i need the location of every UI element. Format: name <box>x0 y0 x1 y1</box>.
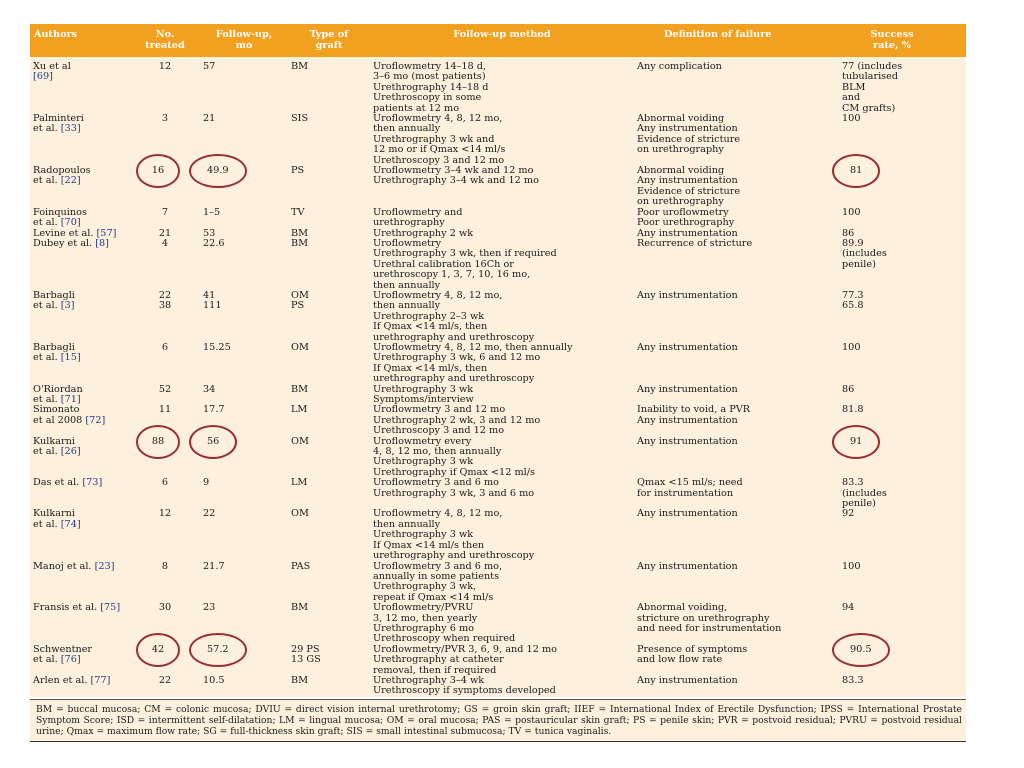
success-cell <box>818 343 966 385</box>
author-cell <box>30 645 130 676</box>
table-row <box>30 509 966 561</box>
follow-up-value: 57 <box>203 61 216 72</box>
success-value: 77.3 65.8 <box>842 289 864 312</box>
failure-cell <box>634 166 818 208</box>
graft-value: BM <box>291 61 309 72</box>
failure-text: Any instrumentation <box>637 560 738 572</box>
treated-value: 3 <box>161 113 169 125</box>
citation-link[interactable]: [33] <box>60 123 81 135</box>
graft-value: OM PS <box>291 289 309 312</box>
author-name: Schwentner et al. <box>33 643 93 666</box>
failure-cell <box>634 291 818 343</box>
author-cell <box>30 208 130 229</box>
results-table <box>30 24 966 697</box>
graft-cell <box>288 166 370 208</box>
success-cell <box>818 166 966 208</box>
author-name: Foinquinos et al. <box>33 206 87 229</box>
author-cell <box>30 676 130 697</box>
graft-value: OM <box>291 341 309 353</box>
treated-value: 21 <box>158 227 172 239</box>
citation-link[interactable]: [26] <box>60 446 81 458</box>
follow-up-cell <box>200 343 288 385</box>
graft-value: BM <box>291 237 309 249</box>
table-row <box>30 291 966 343</box>
method-text: Urethrography 3–4 wk Urethroscopy if symptoms developed <box>373 674 556 697</box>
author-cell <box>30 166 130 208</box>
success-value: 81 <box>832 154 880 188</box>
failure-text: Any instrumentation <box>637 383 738 395</box>
method-cell <box>370 385 634 406</box>
author-name: Barbagli et al. <box>33 341 75 364</box>
follow-up-value: 10.5 <box>203 674 225 686</box>
method-text: Uroflowmetry 3 and 12 mo Urethrography 2 wk, 3 and 12 mo Urethroscopy 3 and 12 mo <box>373 404 541 437</box>
graft-cell <box>288 437 370 479</box>
graft-value: BM <box>291 227 309 239</box>
header-method: Follow-up method <box>370 24 634 57</box>
treated-value: 88 <box>136 425 180 459</box>
method-cell <box>370 478 634 509</box>
success-cell <box>818 229 966 239</box>
graft-cell <box>288 114 370 166</box>
author-name: Simonato et al 2008 <box>33 404 83 426</box>
author-name: Levine et al. <box>33 227 97 239</box>
failure-text: Any complication <box>637 61 722 72</box>
follow-up-value: 22 <box>203 508 216 520</box>
header-authors: Authors <box>30 24 130 57</box>
graft-value: OM <box>291 435 309 447</box>
citation-link[interactable]: [22] <box>60 175 81 187</box>
treated-value: 22 <box>158 674 172 686</box>
method-text: Uroflowmetry 3 and 6 mo Urethrography 3 wk, 3 and 6 mo <box>373 477 535 499</box>
success-value: 90.5 <box>832 633 890 667</box>
follow-up-value: 1–5 <box>203 206 221 218</box>
success-cell <box>818 562 966 604</box>
graft-value: PS <box>291 165 305 177</box>
treated-cell <box>130 343 200 385</box>
method-cell <box>370 166 634 208</box>
follow-up-cell <box>200 562 288 604</box>
header-no-treated: No. treated <box>130 24 200 57</box>
follow-up-cell <box>200 385 288 406</box>
success-value: 86 <box>842 227 855 239</box>
failure-cell <box>634 208 818 229</box>
failure-cell <box>634 676 818 697</box>
treated-value: 30 <box>158 602 172 614</box>
success-value: 100 <box>842 113 861 125</box>
failure-cell <box>634 343 818 385</box>
treated-cell <box>130 509 200 561</box>
follow-up-cell <box>200 239 288 291</box>
treated-cell <box>130 291 200 343</box>
author-cell <box>30 405 130 436</box>
follow-up-cell <box>200 166 288 208</box>
method-cell <box>370 509 634 561</box>
author-name: Palminteri et al. <box>33 113 84 135</box>
graft-cell <box>288 239 370 291</box>
treated-cell <box>130 57 200 114</box>
failure-cell <box>634 562 818 604</box>
method-cell <box>370 208 634 229</box>
author-name: Manoj et al. <box>33 560 95 572</box>
citation-link[interactable]: [69] <box>33 71 53 83</box>
graft-cell <box>288 343 370 385</box>
treated-value: 7 <box>161 206 169 218</box>
table-row <box>30 478 966 509</box>
method-cell <box>370 603 634 645</box>
results-table-figure <box>30 24 966 764</box>
treated-value: 6 <box>161 341 169 353</box>
author-cell <box>30 385 130 406</box>
success-value: 92 <box>842 508 855 520</box>
failure-cell <box>634 57 818 114</box>
treated-cell <box>130 385 200 406</box>
graft-value: LM <box>291 477 308 489</box>
method-text: Uroflowmetry every 4, 8, 12 mo, then annually Urethrography 3 wk Urethrography if Qmax <12 ml/s <box>373 435 535 478</box>
treated-cell <box>130 562 200 604</box>
follow-up-value: 21.7 <box>203 560 225 572</box>
author-cell <box>30 562 130 604</box>
method-text: Uroflowmetry/PVRU 3, 12 mo, then yearly Urethrography 6 mo Urethroscopy when required <box>373 602 516 645</box>
method-cell <box>370 676 634 697</box>
author-cell <box>30 57 130 114</box>
method-text: Uroflowmetry 4, 8, 12 mo, then annually Urethrography 3 wk and 12 mo or if Qmax <14 ml/s Urethroscopy 3 and 12 mo <box>373 113 506 166</box>
treated-cell <box>130 208 200 229</box>
follow-up-cell <box>200 645 288 676</box>
header-follow-up: Follow-up, mo <box>200 24 288 57</box>
follow-up-cell <box>200 437 288 479</box>
method-cell <box>370 405 634 436</box>
author-cell <box>30 509 130 561</box>
treated-value: 8 <box>161 560 169 572</box>
failure-cell <box>634 478 818 509</box>
follow-up-value: 49.9 <box>189 154 247 188</box>
graft-cell <box>288 645 370 676</box>
follow-up-cell <box>200 509 288 561</box>
citation-link[interactable]: [71] <box>60 394 81 405</box>
follow-up-value: 9 <box>203 477 210 489</box>
method-text: Uroflowmetry/PVR 3, 6, 9, and 12 mo Urethrography at catheter removal, then if required <box>373 643 557 676</box>
graft-value: BM <box>291 383 309 395</box>
failure-text: Poor uroflowmetry Poor urethrography <box>637 206 735 229</box>
follow-up-value: 23 <box>203 602 216 614</box>
method-text: Urethrography 3 wk Symptoms/interview <box>373 383 474 405</box>
treated-cell <box>130 676 200 697</box>
success-cell <box>818 239 966 291</box>
method-text: Uroflowmetry 3–4 wk and 12 mo Urethrography 3–4 wk and 12 mo <box>373 165 539 187</box>
failure-text: Any instrumentation <box>637 674 738 686</box>
author-cell <box>30 478 130 509</box>
citation-link[interactable]: [77] <box>90 674 111 686</box>
table-row <box>30 343 966 385</box>
follow-up-value: 56 <box>189 425 237 459</box>
author-name: O'Riordan et al. <box>33 383 83 405</box>
method-text: Uroflowmetry 3 and 6 mo, annually in some patients Urethrography 3 wk, repeat if Qmax <14 ml/s <box>373 560 503 603</box>
author-cell <box>30 239 130 291</box>
treated-value: 12 <box>158 508 172 520</box>
author-cell <box>30 291 130 343</box>
graft-value: PAS <box>291 560 311 572</box>
graft-cell <box>288 291 370 343</box>
method-cell <box>370 291 634 343</box>
header-graft: Type of graft <box>288 24 370 57</box>
author-cell <box>30 603 130 645</box>
follow-up-value: 21 <box>203 113 216 125</box>
success-value: 83.3 (includes penile) <box>842 477 887 510</box>
follow-up-value: 57.2 <box>189 633 247 667</box>
treated-value: 42 <box>136 633 180 667</box>
failure-cell <box>634 385 818 406</box>
method-cell <box>370 562 634 604</box>
method-text: Uroflowmetry 14–18 d, 3–6 mo (most patients) Urethrography 14–18 d Urethroscopy in some patients at 12 mo <box>373 61 489 114</box>
success-value: 94 <box>842 602 855 614</box>
citation-link[interactable]: [74] <box>60 518 81 530</box>
follow-up-cell <box>200 208 288 229</box>
failure-text: Abnormal voiding Any instrumentation Evidence of stricture on urethrography <box>637 165 741 208</box>
citation-link[interactable]: [3] <box>60 300 75 312</box>
graft-cell <box>288 405 370 436</box>
treated-cell <box>130 478 200 509</box>
success-cell <box>818 291 966 343</box>
header-failure: Definition of failure <box>634 24 818 57</box>
table-row <box>30 239 966 291</box>
follow-up-cell <box>200 57 288 114</box>
abbreviations-footnote: BM = buccal mucosa; CM = colonic mucosa; DVIU = direct vision internal urethrotomy; GS = groin skin graft; IIEF = International Index of Erectile Dysfunction; IPSS = International Prostate Symptom Score; ISD = intermittent self-dilatation; LM = lingual mucosa; OM = oral mucosa; PAS = postauricular skin graft; PS = penile skin; PVR = postvoid residual; PVRU = postvoid residual urine; Qmax = maximum flow rate; SG = full-thickness skin graft; SIS = small intestinal submucosa; TV = tunica vaginalis. <box>30 699 966 741</box>
success-value: 81.8 <box>842 404 864 416</box>
success-value: 83.3 <box>842 674 864 686</box>
failure-cell <box>634 114 818 166</box>
success-cell <box>818 208 966 229</box>
author-name: Arlen et al. <box>33 674 91 686</box>
follow-up-value: 17.7 <box>203 404 225 416</box>
method-cell <box>370 57 634 114</box>
success-cell <box>818 478 966 509</box>
graft-value: BM <box>291 602 309 614</box>
graft-cell <box>288 509 370 561</box>
treated-value: 16 <box>136 154 180 188</box>
graft-value: LM <box>291 404 308 416</box>
failure-text: Any instrumentation <box>637 227 738 239</box>
table-row <box>30 385 966 406</box>
success-cell <box>818 676 966 697</box>
author-cell <box>30 343 130 385</box>
method-cell <box>370 114 634 166</box>
table-row <box>30 676 966 697</box>
citation-link[interactable]: [70] <box>60 217 81 229</box>
citation-link[interactable]: [57] <box>96 227 117 239</box>
success-cell <box>818 437 966 479</box>
success-cell <box>818 57 966 114</box>
success-value: 86 <box>842 383 855 395</box>
method-cell <box>370 645 634 676</box>
table-row <box>30 229 966 239</box>
citation-link[interactable]: [75] <box>100 602 121 614</box>
method-text: Uroflowmetry 4, 8, 12 mo, then annually Urethrography 2–3 wk If Qmax <14 ml/s, then urethrography and urethroscopy <box>373 289 535 343</box>
failure-text: Any instrumentation <box>637 289 738 301</box>
graft-cell <box>288 385 370 406</box>
success-value: 89.9 (includes penile) <box>842 237 887 270</box>
failure-text: Abnormal voiding, stricture on urethrography and need for instrumentation <box>637 602 782 634</box>
failure-text: Qmax <15 ml/s; need for instrumentation <box>637 477 743 499</box>
success-cell <box>818 509 966 561</box>
author-cell <box>30 114 130 166</box>
method-text: Uroflowmetry 4, 8, 12 mo, then annually Urethrography 3 wk, 6 and 12 mo If Qmax <14 ml/s, then urethrography and urethroscopy <box>373 341 573 385</box>
citation-link[interactable]: [76] <box>60 654 81 666</box>
follow-up-value: 15.25 <box>203 341 231 353</box>
follow-up-value: 34 <box>203 383 216 395</box>
author-name: Barbagli et al. <box>33 289 75 312</box>
graft-cell <box>288 478 370 509</box>
success-value: 91 <box>832 425 880 459</box>
failure-text: Inability to void, a PVR Any instrumentation <box>637 404 751 426</box>
follow-up-cell <box>200 478 288 509</box>
success-cell <box>818 385 966 406</box>
failure-cell <box>634 603 818 645</box>
failure-text: Presence of symptoms and low flow rate <box>637 643 748 666</box>
method-cell <box>370 437 634 479</box>
author-name: Das et al. <box>33 477 83 489</box>
failure-text: Recurrence of stricture <box>637 237 753 249</box>
success-cell <box>818 645 966 676</box>
table-row <box>30 562 966 604</box>
treated-value: 6 <box>161 477 169 489</box>
method-cell <box>370 343 634 385</box>
table-row <box>30 645 966 676</box>
success-value: 100 <box>842 206 861 218</box>
graft-cell <box>288 57 370 114</box>
graft-value: BM <box>291 674 309 686</box>
graft-value: 29 PS 13 GS <box>291 643 321 666</box>
follow-up-value: 41 111 <box>203 289 222 312</box>
treated-cell <box>130 239 200 291</box>
table-row <box>30 437 966 479</box>
failure-cell <box>634 645 818 676</box>
treated-value: 4 <box>161 237 169 249</box>
method-cell <box>370 239 634 291</box>
graft-cell <box>288 603 370 645</box>
table-row <box>30 208 966 229</box>
table-row <box>30 166 966 208</box>
author-name: Kulkarni et al. <box>33 435 75 458</box>
graft-value: SIS <box>291 113 309 125</box>
citation-link[interactable]: [8] <box>95 237 109 249</box>
citation-link[interactable]: [73] <box>82 477 103 489</box>
failure-cell <box>634 509 818 561</box>
treated-value: 12 <box>158 61 172 72</box>
author-cell <box>30 437 130 479</box>
table-body <box>30 57 966 697</box>
failure-text: Any instrumentation <box>637 508 738 520</box>
author-name: Xu et al <box>33 61 71 72</box>
treated-value: 52 <box>158 383 172 395</box>
table-header-row <box>30 24 966 57</box>
graft-cell <box>288 208 370 229</box>
failure-cell <box>634 239 818 291</box>
treated-value: 22 38 <box>158 289 172 312</box>
success-value: 100 <box>842 341 861 353</box>
success-value: 77 (includes tubularised BLM and CM grafts) <box>842 61 903 114</box>
graft-value: TV <box>291 206 305 218</box>
failure-text: Abnormal voiding Any instrumentation Evidence of stricture on urethrography <box>637 113 741 156</box>
method-text: Urethrography 2 wk <box>373 227 474 239</box>
graft-cell <box>288 676 370 697</box>
bottom-rule <box>30 741 966 742</box>
follow-up-value: 53 <box>203 227 216 239</box>
method-text: Uroflowmetry 4, 8, 12 mo, then annually Urethrography 3 wk If Qmax <14 ml/s then urethrography and urethroscopy <box>373 508 535 562</box>
table-row <box>30 57 966 114</box>
author-name: Dubey et al. <box>33 237 96 249</box>
follow-up-value: 22.6 <box>203 237 225 249</box>
failure-cell <box>634 437 818 479</box>
failure-cell <box>634 405 818 436</box>
graft-cell <box>288 562 370 604</box>
author-name: Radopoulos et al. <box>33 165 91 187</box>
author-name: Fransis et al. <box>33 602 101 614</box>
treated-value: 11 <box>158 404 172 416</box>
failure-text: Any instrumentation <box>637 435 738 447</box>
citation-link[interactable]: [15] <box>60 352 81 364</box>
follow-up-cell <box>200 291 288 343</box>
graft-value: OM <box>291 508 309 520</box>
author-name: Kulkarni et al. <box>33 508 75 530</box>
method-text: Uroflowmetry Urethrography 3 wk, then if required Urethral calibration 16Ch or urethroscopy 1, 3, 7, 10, 16 mo, then annually <box>373 237 557 291</box>
header-success: Success rate, % <box>818 24 966 57</box>
failure-text: Any instrumentation <box>637 341 738 353</box>
citation-link[interactable]: [23] <box>94 560 115 572</box>
citation-link[interactable]: [72] <box>85 414 106 426</box>
method-text: Uroflowmetry and urethrography <box>373 206 463 229</box>
follow-up-cell <box>200 676 288 697</box>
success-value: 100 <box>842 560 861 572</box>
